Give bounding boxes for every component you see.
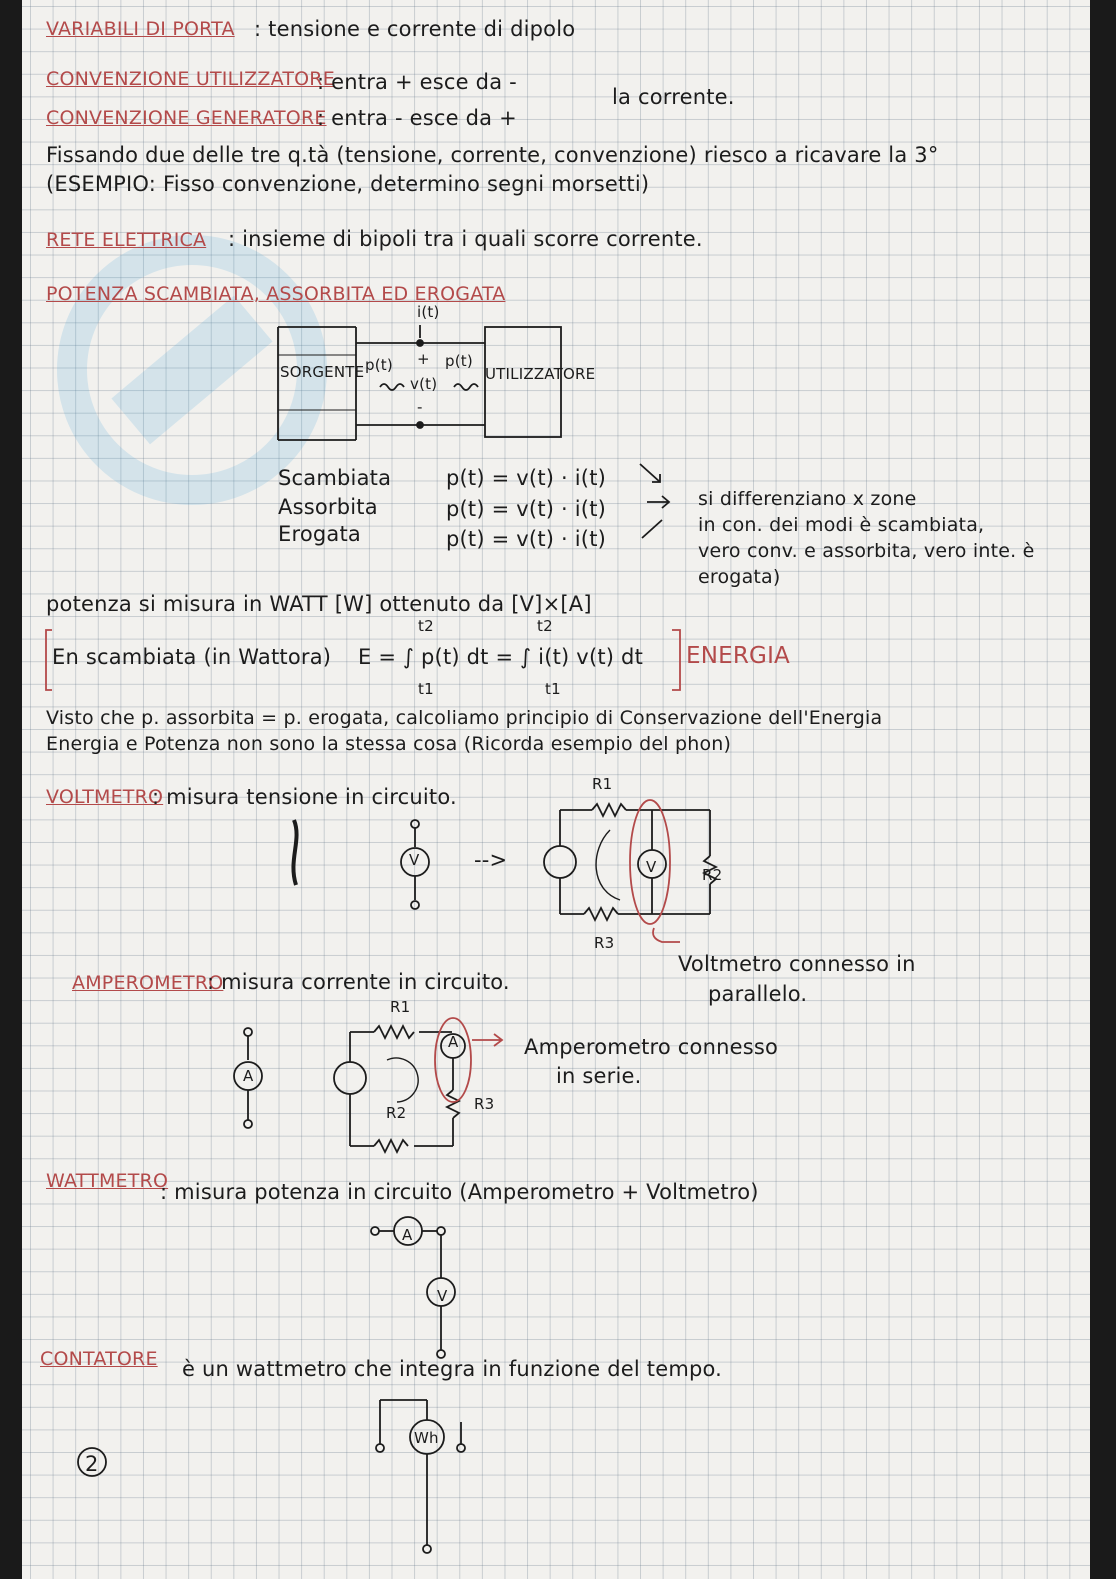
- label-minus: -: [417, 398, 423, 416]
- conv-gen-text: : entra - esce da +: [317, 106, 517, 130]
- label-v-t: v(t): [410, 375, 438, 393]
- variabili-text: : tensione e corrente di dipolo: [254, 17, 576, 41]
- wattmetro-symbol: [371, 1217, 455, 1358]
- energia-label: ENERGIA: [686, 643, 790, 669]
- ammeter-letter-2: A: [448, 1033, 459, 1051]
- power-note-2: in con. dei modi è scambiata,: [698, 514, 985, 536]
- voltmeter-letter-1: V: [409, 851, 420, 869]
- power-note-1: si differenziano x zone: [698, 488, 917, 510]
- limit-bottom-1: t1: [418, 680, 434, 698]
- power-exchange-diagram: [278, 325, 561, 440]
- notebook-page: [22, 0, 1090, 1579]
- wattmetro-text: : misura potenza in circuito (Amperometro + Voltmetro): [160, 1180, 759, 1204]
- ampero-note-1: Amperometro connesso: [524, 1035, 779, 1059]
- heading-voltmetro: VOLTMETRO: [46, 786, 164, 808]
- ampero-note-2: in serie.: [556, 1064, 642, 1088]
- arrow-volt: -->: [474, 848, 508, 872]
- voltmetro-text: : misura tensione in circuito.: [152, 785, 457, 809]
- ammeter-symbol: [234, 1028, 262, 1128]
- visto-line1: Visto che p. assorbita = p. erogata, calcoliamo principio di Conservazione dell'Energia: [46, 707, 883, 729]
- limit-top-1: t2: [418, 617, 434, 635]
- heading-wattmetro: WATTMETRO: [46, 1170, 169, 1192]
- label-p-t-left: p(t): [365, 356, 393, 374]
- energia-formula: E = ∫ p(t) dt = ∫ i(t) v(t) dt: [358, 645, 643, 669]
- voltmetro-circuit: [544, 800, 716, 942]
- visto-line2: Energia e Potenza non sono la stessa cosa (Ricorda esempio del phon): [46, 733, 732, 755]
- fissando-line2: (ESEMPIO: Fisso convenzione, determino segni morsetti): [46, 172, 650, 196]
- contatore-symbol: [376, 1400, 465, 1553]
- label-p-t-right: p(t): [445, 352, 473, 370]
- power-formula-erogata: p(t) = v(t) · i(t): [446, 527, 607, 551]
- circuit-drawings: [22, 0, 1090, 1579]
- label-r2-amp: R2: [386, 1104, 407, 1122]
- ammeter-letter-watt: A: [402, 1226, 413, 1244]
- power-formula-scambiata: p(t) = v(t) · i(t): [446, 466, 607, 490]
- voltmeter-letter-watt: V: [437, 1287, 448, 1305]
- voltmetro-note-1: Voltmetro connesso in: [678, 952, 916, 976]
- limit-bottom-2: t1: [545, 680, 561, 698]
- conv-util-text: : entra + esce da -: [317, 70, 517, 94]
- heading-amperometro: AMPEROMETRO: [72, 972, 224, 994]
- label-r1-amp: R1: [390, 998, 411, 1016]
- label-r1: R1: [592, 775, 613, 793]
- contatore-text: è un wattmetro che integra in funzione del tempo.: [182, 1357, 723, 1381]
- power-note-4: erogata): [698, 566, 781, 588]
- heading-conv-util: CONVENZIONE UTILIZZATORE: [46, 68, 335, 90]
- label-i-t: i(t): [417, 303, 440, 321]
- wh-meter-letter: Wh: [414, 1429, 439, 1447]
- rete-text: : insieme di bipoli tra i quali scorre corrente.: [228, 227, 703, 251]
- voltmeter-letter-2: V: [646, 858, 657, 876]
- energia-left: En scambiata (in Wattora): [52, 645, 332, 669]
- heading-contatore: CONTATORE: [40, 1348, 158, 1370]
- voltmeter-symbol: [401, 820, 429, 909]
- potenza-watt-text: potenza si misura in WATT [W] ottenuto da [V]×[A]: [46, 592, 592, 616]
- power-label-assorbita: Assorbita: [278, 495, 378, 519]
- heading-potenza: POTENZA SCAMBIATA, ASSORBITA ED EROGATA: [46, 283, 506, 305]
- power-note-3: vero conv. e assorbita, vero inte. è: [698, 540, 1035, 562]
- amperometro-text: : misura corrente in circuito.: [207, 970, 510, 994]
- heading-variabili: VARIABILI DI PORTA: [46, 18, 235, 40]
- fissando-line1: Fissando due delle tre q.tà (tensione, corrente, convenzione) riesco a ricavare la 3°: [46, 143, 939, 167]
- label-r2-volt: R2: [702, 866, 723, 884]
- amperometro-circuit: [334, 1018, 502, 1152]
- voltmetro-note-2: parallelo.: [708, 982, 808, 1006]
- heading-conv-gen: CONVENZIONE GENERATORE: [46, 107, 327, 129]
- limit-top-2: t2: [537, 617, 553, 635]
- page-number: 2: [85, 1452, 99, 1476]
- power-label-scambiata: Scambiata: [278, 466, 392, 490]
- label-r3-volt: R3: [594, 934, 615, 952]
- label-sorgente: SORGENTE: [280, 363, 365, 381]
- heading-rete: RETE ELETTRICA: [46, 229, 207, 251]
- la-corrente-text: la corrente.: [612, 85, 735, 109]
- power-label-erogata: Erogata: [278, 522, 361, 546]
- label-r3-amp: R3: [474, 1095, 495, 1113]
- label-utilizzatore: UTILIZZATORE: [485, 365, 596, 383]
- power-formula-assorbita: p(t) = v(t) · i(t): [446, 497, 607, 521]
- ammeter-letter-1: A: [243, 1067, 254, 1085]
- label-plus: +: [417, 350, 430, 368]
